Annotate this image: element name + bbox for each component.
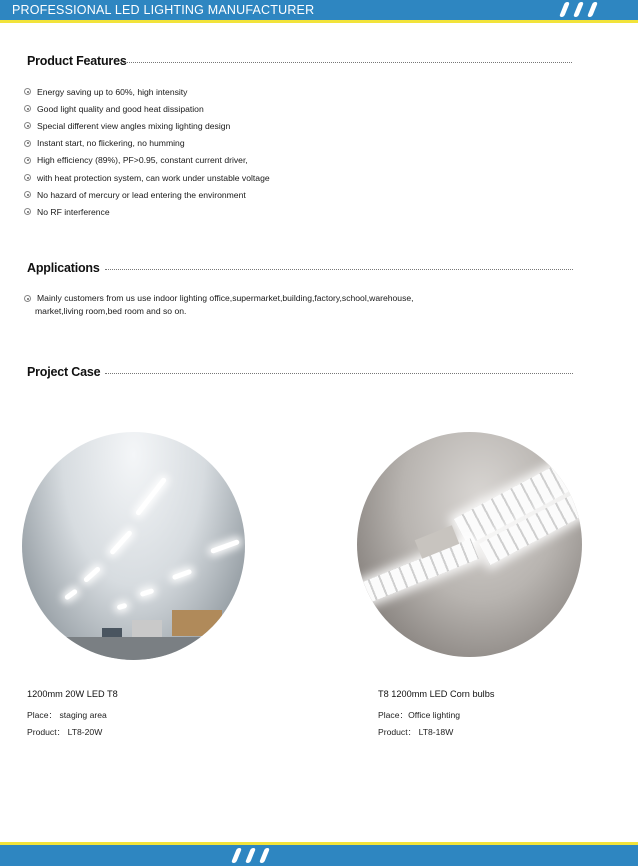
case-1-place: Place： staging area bbox=[27, 710, 107, 720]
features-title: Product Features bbox=[27, 54, 127, 68]
applications-line-1: Mainly customers from us use indoor lighting office,supermarket,building,factory,school,warehouse, bbox=[37, 293, 414, 303]
case-2-product: Product： LT8-18W bbox=[378, 727, 454, 737]
bullet-icon bbox=[24, 191, 31, 198]
case-photo-staging-area bbox=[22, 432, 245, 660]
case-photo-office-lighting bbox=[357, 432, 582, 657]
bullet-icon bbox=[24, 208, 31, 215]
project-case-title: Project Case bbox=[27, 365, 101, 379]
footer-bar bbox=[0, 845, 638, 866]
header-bar bbox=[0, 0, 638, 20]
bullet-icon bbox=[24, 295, 31, 302]
applications-divider bbox=[105, 269, 573, 270]
feature-item: High efficiency (89%), PF>0.95, constant current driver, bbox=[24, 152, 270, 169]
feature-item: No RF interference bbox=[24, 203, 270, 220]
feature-item: No hazard of mercury or lead entering the environment bbox=[24, 186, 270, 203]
features-list bbox=[24, 83, 270, 221]
case-2-name: T8 1200mm LED Corn bulbs bbox=[378, 689, 495, 699]
applications-title: Applications bbox=[27, 261, 100, 275]
applications-text bbox=[24, 292, 414, 318]
feature-item: Special different view angles mixing lighting design bbox=[24, 117, 270, 134]
case-1-name: 1200mm 20W LED T8 bbox=[27, 689, 118, 699]
bullet-icon bbox=[24, 88, 31, 95]
bullet-icon bbox=[24, 140, 31, 147]
applications-line-2: market,living room,bed room and so on. bbox=[35, 306, 187, 316]
project-case-divider bbox=[105, 373, 573, 374]
header-slash-logo bbox=[560, 2, 620, 18]
header-title: PROFESSIONAL LED LIGHTING MANUFACTURER bbox=[12, 3, 315, 17]
bullet-icon bbox=[24, 122, 31, 129]
header-accent-line bbox=[0, 20, 638, 23]
feature-item: Energy saving up to 60%, high intensity bbox=[24, 83, 270, 100]
bullet-icon bbox=[24, 174, 31, 181]
case-2-place: Place：Office lighting bbox=[378, 710, 461, 720]
feature-item: Good light quality and good heat dissipation bbox=[24, 100, 270, 117]
features-divider bbox=[120, 62, 572, 63]
bullet-icon bbox=[24, 157, 31, 164]
case-1-product: Product： LT8-20W bbox=[27, 727, 103, 737]
footer-slash-logo bbox=[230, 848, 290, 864]
feature-item: Instant start, no flickering, no humming bbox=[24, 135, 270, 152]
feature-item: with heat protection system, can work under unstable voltage bbox=[24, 169, 270, 186]
bullet-icon bbox=[24, 105, 31, 112]
